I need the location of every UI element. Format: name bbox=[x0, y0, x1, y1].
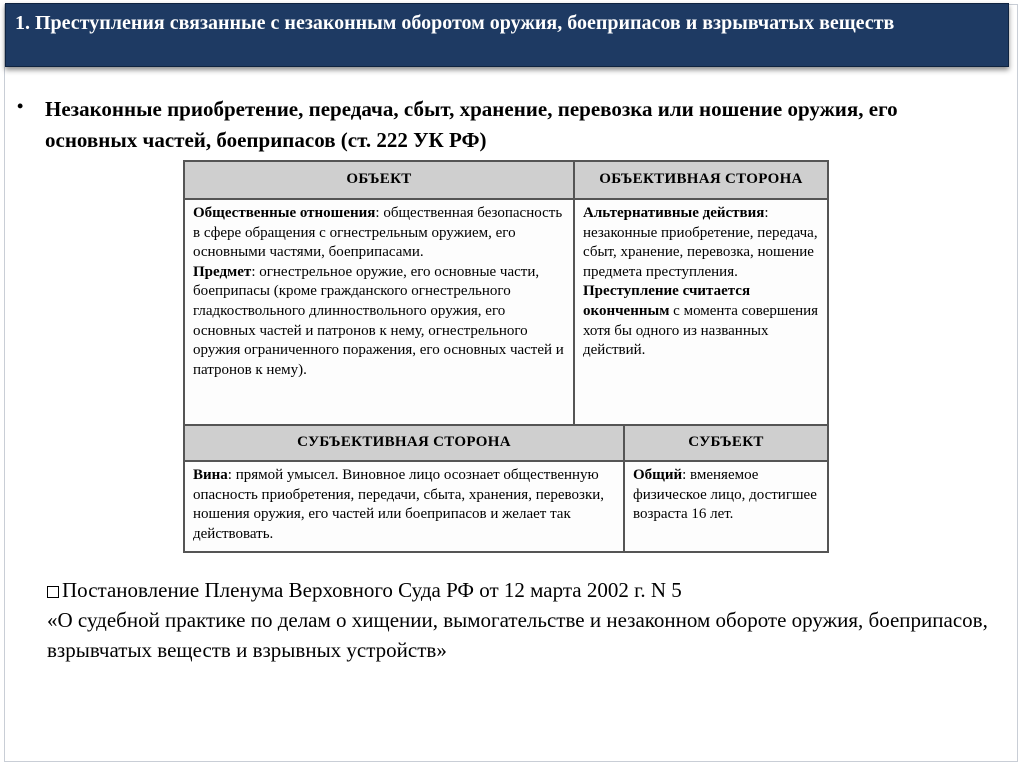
subjective-label-guilt: Вина bbox=[193, 467, 228, 483]
header-subject: СУБЪЕКТ bbox=[625, 426, 827, 460]
cell-subjective-side bbox=[185, 466, 623, 551]
cell-objective-side bbox=[575, 204, 827, 424]
cell-object bbox=[185, 204, 573, 424]
slide-title: 1. Преступления связанные с незаконным оборотом оружия, боеприпасов и взрывчатых веществ bbox=[15, 12, 895, 34]
object-text-subject-matter: : огнестрельное оружие, его основные части, боеприпасы (кроме гражданского огнестрельного гладкоствольного длинноствольного оружия, его основных частей и патронов к нему, огнестрельного оружия ограниченного поражения, его основных частей и патронов к нему). bbox=[193, 263, 564, 378]
object-label-subject-matter: Предмет bbox=[193, 263, 252, 280]
objective-label-actions: Альтернативные действия bbox=[583, 205, 765, 221]
reference-line-2: «О судебной практике по делам о хищении, вымогательстве и незаконном обороте оружия, боеприпасов, взрывчатых веществ и взрывных устройств» bbox=[47, 608, 988, 662]
subjective-text-guilt: : прямой умысел. Виновное лицо осознает общественную опасность приобретения, передачи, сбыта, хранения, перевозки, ношения оружия, его частей или боеприпасов и желает так действовать. bbox=[193, 467, 605, 542]
bullet-text: Незаконные приобретение, передача, сбыт, хранение, перевозка или ношение оружия, его основных частей, боеприпасов (ст. 222 УК РФ) bbox=[45, 97, 898, 152]
subject-text-general: : вменяемое физическое лицо, достигшее возраста 16 лет. bbox=[633, 467, 817, 523]
reference-line-1: Постановление Пленума Верховного Суда РФ от 12 марта 2002 г. N 5 bbox=[62, 578, 682, 602]
header-objective-side: ОБЪЕКТИВНАЯ СТОРОНА bbox=[575, 162, 827, 198]
header-object: ОБЪЕКТ bbox=[185, 162, 573, 198]
objective-text-completed: с момента совершения хотя бы одного из названных действий. bbox=[583, 302, 819, 359]
subject-label-general: Общий bbox=[633, 467, 683, 483]
court-ruling-reference bbox=[47, 575, 1007, 665]
crime-elements-table bbox=[183, 160, 829, 553]
object-text-relations: : общественная безопасность в сфере обращения с огнестрельным оружием, его основными частями, боеприпасами. bbox=[193, 205, 563, 261]
objective-text-actions: : незаконные приобретение, передача, сбыт, хранение, перевозка, ношение предмета преступления. bbox=[583, 205, 818, 280]
object-label-relations: Общественные отношения bbox=[193, 205, 376, 221]
objective-label-completed: Преступление считается оконченным bbox=[583, 283, 751, 319]
title-bar bbox=[5, 3, 1009, 67]
checkbox-bullet-icon bbox=[47, 586, 59, 598]
header-subjective-side: СУБЪЕКТИВНАЯ СТОРОНА bbox=[185, 426, 623, 460]
cell-subject bbox=[625, 466, 827, 551]
bullet-marker: • bbox=[17, 96, 24, 116]
